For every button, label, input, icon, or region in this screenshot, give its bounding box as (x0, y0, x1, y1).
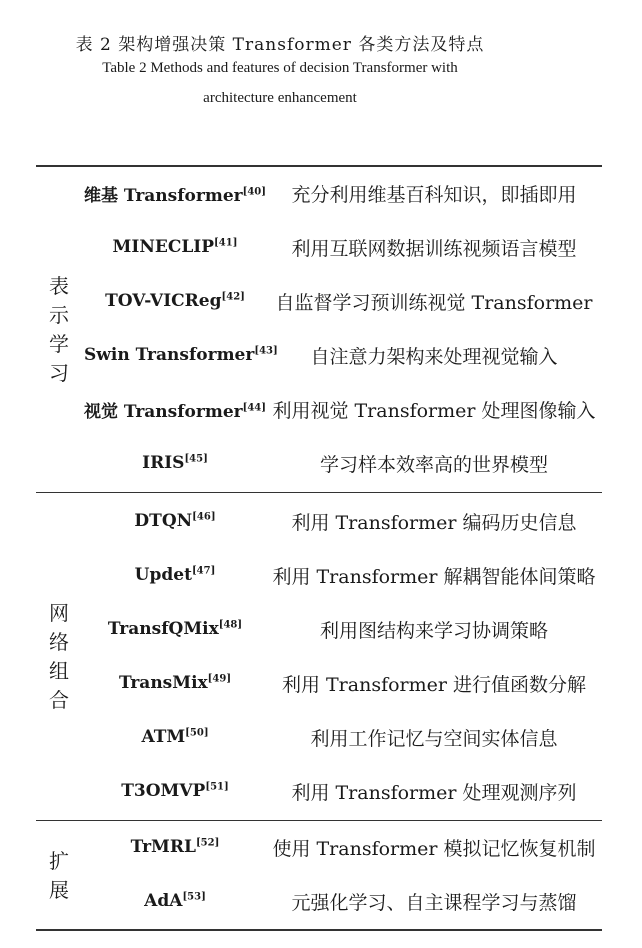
group-label-char: 组 (49, 659, 69, 683)
method-name: ATM (141, 727, 186, 747)
table-row (84, 822, 602, 872)
table-row (84, 168, 602, 218)
feature-cell: 充分利用维基百科知识，即插即用 (291, 183, 577, 206)
method-name: MINECLIP (112, 237, 215, 257)
group-label-char: 网 (49, 601, 69, 625)
method-cell (84, 891, 266, 911)
method-cell (84, 727, 266, 747)
method-ref: [50] (185, 727, 209, 739)
method-ref: [46] (192, 511, 216, 523)
table-row (84, 876, 602, 926)
group-label-char: 学 (49, 332, 69, 356)
group-divider-rule (36, 492, 602, 493)
method-cell (84, 345, 278, 365)
feature-cell: 利用互联网数据训练视频语言模型 (291, 237, 577, 260)
group-label-extension (38, 824, 80, 928)
table-row (84, 550, 602, 600)
method-name: T3OMVP (121, 781, 206, 801)
group-label-char: 表 (49, 274, 69, 298)
feature-cell: 利用图结构来学习协调策略 (319, 619, 548, 642)
feature-cell: 使用 Transformer 模拟记忆恢复机制 (272, 837, 596, 860)
table-caption-english-line2: architecture enhancement (203, 90, 357, 106)
group-divider-rule (36, 820, 602, 821)
table-top-rule (36, 165, 602, 167)
method-name: 维基 Transformer (84, 185, 243, 206)
method-name: DTQN (134, 511, 193, 531)
table-row (84, 712, 602, 762)
feature-cell: 自注意力架构来处理视觉输入 (310, 345, 558, 368)
method-cell (84, 673, 266, 693)
feature-cell: 利用 Transformer 解耦智能体间策略 (272, 565, 596, 588)
feature-cell: 学习样本效率高的世界模型 (319, 453, 548, 476)
method-name: TrMRL (130, 837, 196, 857)
method-ref: [45] (184, 453, 208, 465)
method-cell (84, 781, 266, 801)
method-name: IRIS (142, 453, 185, 473)
group-label-network-combination (38, 496, 80, 818)
method-name: Updet (134, 565, 192, 585)
method-ref: [47] (191, 565, 216, 577)
method-ref: [48] (218, 619, 243, 631)
feature-cell: 元强化学习、自主课程学习与蒸馏 (291, 891, 577, 914)
table-row (84, 276, 602, 326)
feature-cell: 利用 Transformer 进行值函数分解 (281, 673, 587, 696)
method-ref: [53] (182, 891, 206, 903)
method-cell (84, 181, 266, 206)
group-label-char: 扩 (49, 849, 69, 873)
method-name: TOV-VICReg (105, 291, 222, 311)
method-ref: [41] (214, 237, 238, 249)
table-row (84, 496, 602, 546)
group-label-representation-learning (38, 170, 80, 490)
table-caption-english-line1: Table 2 Methods and features of decision Transformer with (102, 60, 458, 76)
method-ref: [52] (195, 837, 220, 849)
group-label-char: 合 (49, 688, 69, 712)
table-row (84, 604, 602, 654)
table-row (84, 330, 602, 380)
table-row (84, 766, 602, 816)
method-name: Swin Transformer (84, 345, 255, 365)
method-ref: [44] (242, 401, 266, 413)
table-row (84, 384, 602, 434)
method-ref: [43] (254, 345, 278, 357)
method-cell (84, 453, 266, 473)
group-label-char: 络 (49, 630, 69, 654)
method-name: TransMix (118, 673, 208, 693)
group-label-char: 习 (49, 361, 69, 385)
method-ref: [42] (221, 291, 245, 303)
method-name: TransfQMix (107, 619, 219, 639)
method-cell (84, 397, 266, 422)
group-label-char: 示 (49, 303, 69, 327)
method-cell (84, 565, 266, 585)
method-name: 视觉 Transformer (84, 401, 243, 422)
table-bottom-rule (36, 929, 602, 931)
feature-cell: 自监督学习预训练视觉 Transformer (275, 291, 593, 314)
method-cell (84, 291, 266, 311)
method-cell (84, 837, 266, 857)
method-cell (84, 619, 266, 639)
table-row (84, 658, 602, 708)
method-name: AdA (144, 891, 183, 911)
feature-cell: 利用 Transformer 处理观测序列 (291, 781, 577, 804)
method-ref: [49] (207, 673, 232, 685)
table-caption-chinese: 表 2 架构增强决策 Transformer 各类方法及特点 (75, 35, 485, 55)
method-ref: [40] (242, 185, 266, 197)
method-ref: [51] (205, 781, 229, 793)
method-cell (84, 511, 266, 531)
group-label-char: 展 (49, 878, 69, 902)
feature-cell: 利用 Transformer 编码历史信息 (291, 511, 577, 534)
method-cell (84, 237, 266, 257)
feature-cell: 利用工作记忆与空间实体信息 (310, 727, 558, 750)
table-row (84, 438, 602, 488)
feature-cell: 利用视觉 Transformer 处理图像输入 (272, 399, 596, 422)
table-row (84, 222, 602, 272)
